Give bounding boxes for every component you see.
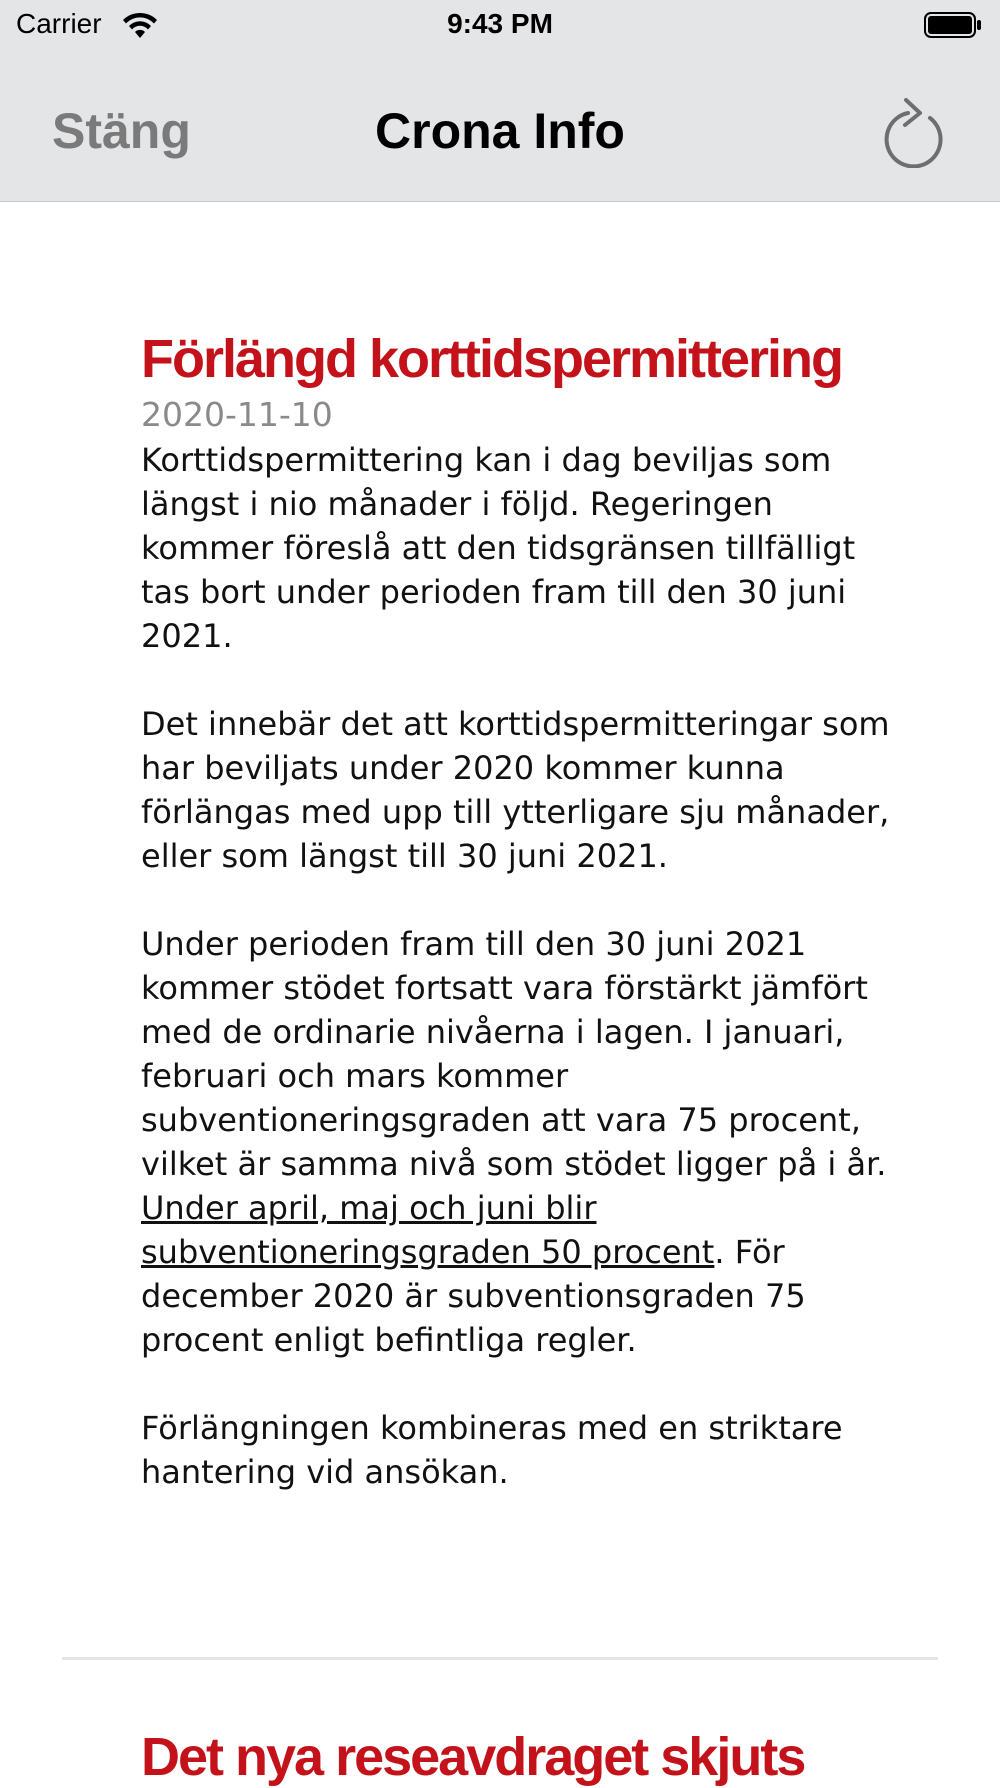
news-feed (141, 202, 901, 1494)
navigation-bar (0, 50, 1000, 202)
article-link[interactable]: Under april, maj och juni blir subventioneringsgraden 50 procent (141, 1189, 715, 1271)
article-paragraph (141, 922, 901, 1362)
paragraph-text: Under perioden fram till den 30 juni 2021 kommer stödet fortsatt vara förstärkt jämfört med de ordinarie nivåerna i lagen. I januari, februari och mars kommer subventioneringsgraden att vara 75 procent, vilket är samma nivå som stödet ligger på i år. (141, 925, 887, 1183)
close-button[interactable]: Stäng (52, 103, 191, 159)
next-article-title[interactable]: Det nya reseavdraget skjuts (141, 1727, 805, 1787)
refresh-icon[interactable] (882, 96, 948, 168)
article-paragraph: Korttidspermittering kan i dag beviljas som längst i nio månader i följd. Regeringen kommer föreslå att den tidsgränsen tillfälligt tas bort under perioden fram till den 30 juni 2021. (141, 441, 856, 655)
article-date: 2020-11-10 (141, 395, 333, 434)
article-title: Förlängd korttidspermittering (141, 329, 843, 389)
article-divider (62, 1657, 938, 1660)
article-paragraph: Det innebär det att korttidspermitteringar som har beviljats under 2020 kommer kunna förlängas med upp till ytterligare sju månader, eller som längst till 30 juni 2021. (141, 705, 890, 875)
status-time: 9:43 PM (447, 8, 553, 39)
article-body (141, 438, 901, 1494)
page-title: Crona Info (375, 103, 625, 159)
paragraph-text: . För december 2020 är subventionsgraden 75 procent enligt befintliga regler. (141, 1233, 806, 1359)
status-bar (0, 0, 1000, 50)
carrier-label: Carrier (16, 8, 102, 39)
article-paragraph: Förlängningen kombineras med en striktare hantering vid ansökan. (141, 1409, 843, 1491)
battery-icon (924, 12, 982, 38)
